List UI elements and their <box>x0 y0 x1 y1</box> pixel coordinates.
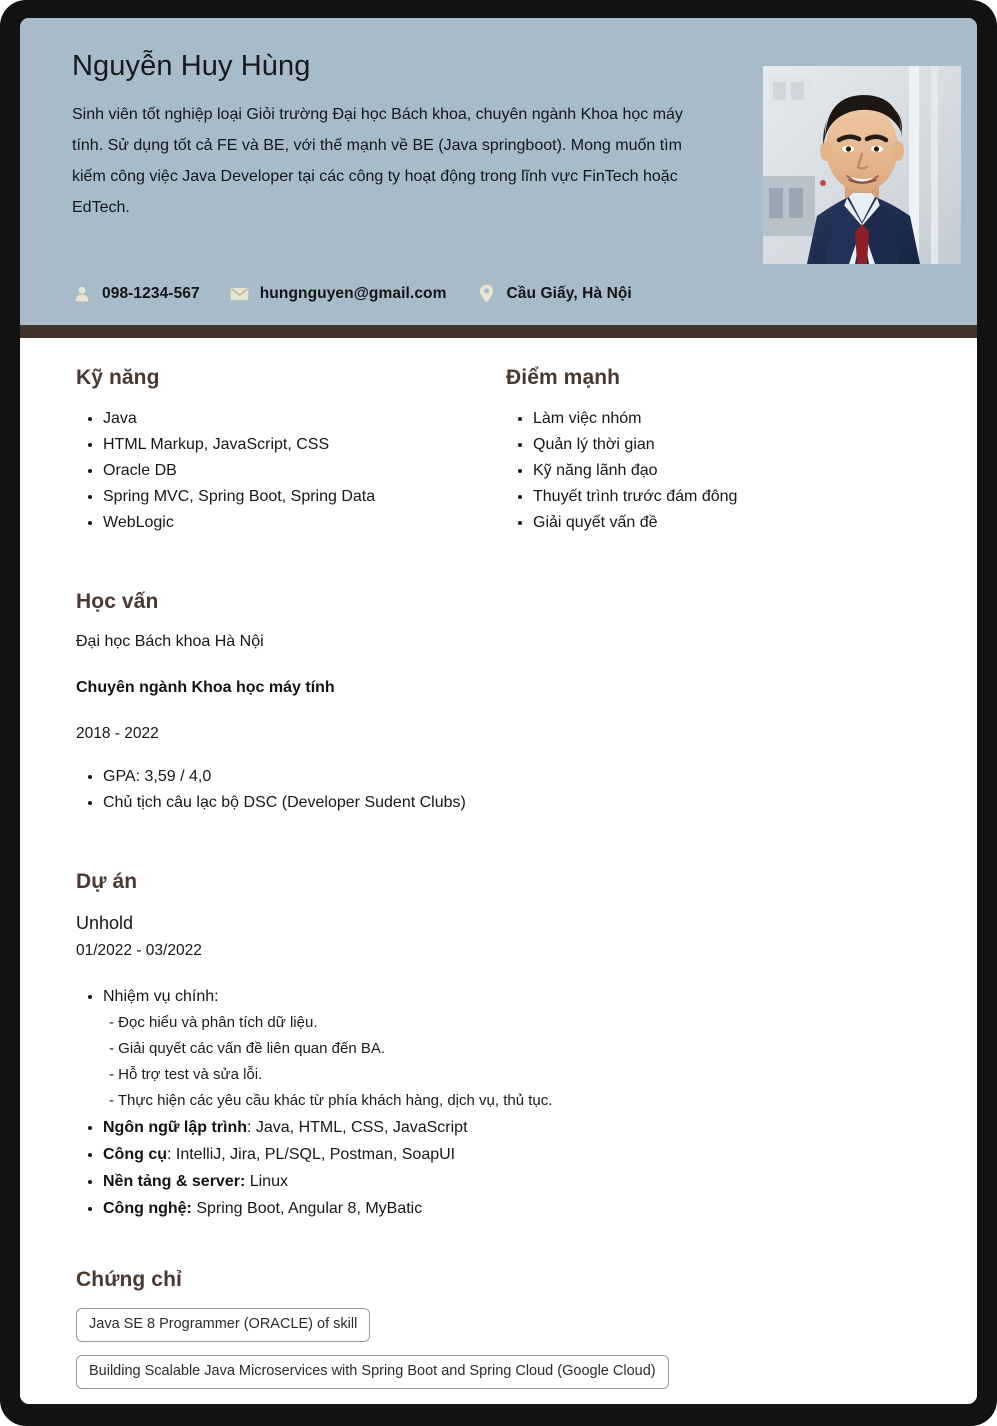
contact-location-value: Cầu Giấy, Hà Nội <box>506 284 632 302</box>
candidate-name: Nguyễn Huy Hùng <box>72 50 311 82</box>
list-item-tasks <box>103 983 921 1114</box>
profile-photo-graphic <box>763 66 961 264</box>
person-icon <box>72 284 91 303</box>
strengths-title: Điểm mạnh <box>506 366 621 389</box>
spacer <box>76 1222 921 1268</box>
detail-label: Ngôn ngữ lập trình <box>103 1119 248 1136</box>
project-details-list <box>76 983 921 1222</box>
education-school: Đại học Bách khoa Hà Nội <box>76 633 264 650</box>
detail-value: Linux <box>249 1173 288 1190</box>
detail-sep: : <box>247 1119 256 1136</box>
project-dates: 01/2022 - 03/2022 <box>76 942 202 959</box>
profile-photo <box>763 66 961 264</box>
detail-label: Nền tảng & server: <box>103 1173 246 1190</box>
education-years: 2018 - 2022 <box>76 725 159 742</box>
list-item: • Thuyết trình trước đám đông <box>533 484 921 509</box>
skills-list <box>76 406 506 535</box>
strengths-list <box>506 406 921 535</box>
skills-section <box>76 366 506 536</box>
detail-value: Spring Boot, Angular 8, MyBatic <box>196 1200 423 1217</box>
list-item: • Java <box>103 406 506 431</box>
strengths-section <box>506 366 921 536</box>
project-tasks-label: Nhiệm vụ chính: <box>103 988 219 1005</box>
list-item: • WebLogic <box>103 510 506 535</box>
skills-strengths-row <box>76 366 921 536</box>
education-title: Học vấn <box>76 590 159 613</box>
header-divider <box>20 325 977 338</box>
detail-value: Java, HTML, CSS, JavaScript <box>255 1119 468 1136</box>
certificates-title: Chứng chỉ <box>76 1268 182 1291</box>
detail-sep: : <box>167 1146 176 1163</box>
candidate-summary: Sinh viên tốt nghiệp loại Giỏi trường Đại học Bách khoa, chuyên ngành Khoa học máy tính. Sử dụng tốt cả FE và BE, với thế mạnh về BE (Java springboot). Mong muốn tìm kiếm công việc Java Developer tại các công ty hoạt động trong lĩnh vực FinTech hoặc EdTech. <box>72 106 683 217</box>
cv-sheet <box>20 18 977 1404</box>
certificate-row <box>76 1355 921 1402</box>
list-item: • GPA: 3,59 / 4,0 <box>103 764 921 789</box>
list-item: • HTML Markup, JavaScript, CSS <box>103 432 506 457</box>
list-item <box>103 1168 921 1195</box>
header-text-block <box>72 50 763 223</box>
list-item: • Giải quyết vấn đề <box>533 510 921 535</box>
header-inner <box>20 50 977 264</box>
certificate-chip[interactable]: Building Scalable Java Microservices with Spring Boot and Spring Cloud (Google Cloud) <box>76 1355 669 1389</box>
detail-label: Công cụ <box>103 1146 167 1163</box>
list-item: • Quản lý thời gian <box>533 432 921 457</box>
list-item: • Oracle DB <box>103 458 506 483</box>
contact-location[interactable] <box>477 284 632 303</box>
certificate-chip[interactable]: Java SE 8 Programmer (ORACLE) of skill <box>76 1308 370 1342</box>
envelope-icon <box>230 284 249 303</box>
location-pin-icon <box>477 284 496 303</box>
projects-section <box>76 870 921 1222</box>
list-item: • Kỹ năng lãnh đạo <box>533 458 921 483</box>
project-task-line: - Giải quyết các vấn đề liên quan đến BA. <box>109 1040 386 1057</box>
contact-row <box>20 264 977 325</box>
detail-label: Công nghệ: <box>103 1200 192 1217</box>
certificates-list <box>76 1308 921 1402</box>
skills-title: Kỹ năng <box>76 366 160 389</box>
cv-header <box>20 18 977 325</box>
contact-email[interactable] <box>230 284 447 303</box>
cv-body <box>20 338 977 1402</box>
contact-phone-value: 098-1234-567 <box>102 284 200 302</box>
project-name: Unhold <box>76 913 134 933</box>
project-task-line: - Đọc hiểu và phân tích dữ liệu. <box>109 1014 318 1031</box>
project-task-line: - Hỗ trợ test và sửa lỗi. <box>109 1066 263 1083</box>
list-item: • Chủ tịch câu lạc bộ DSC (Developer Sudent Clubs) <box>103 790 921 815</box>
projects-title: Dự án <box>76 870 138 893</box>
project-task-line: - Thực hiện các yêu cầu khác từ phía khách hàng, dịch vụ, thủ tục. <box>109 1092 553 1109</box>
list-item <box>103 1114 921 1141</box>
contact-email-value: hungnguyen@gmail.com <box>259 284 447 302</box>
education-major: Chuyên ngành Khoa học máy tính <box>76 679 335 696</box>
detail-value: IntelliJ, Jira, PL/SQL, Postman, SoapUI <box>175 1146 456 1163</box>
certificates-section <box>76 1268 921 1402</box>
list-item: • Spring MVC, Spring Boot, Spring Data <box>103 484 506 509</box>
contact-phone[interactable] <box>72 284 200 303</box>
spacer <box>76 536 921 590</box>
spacer <box>76 816 921 870</box>
certificate-row <box>76 1308 921 1355</box>
list-item <box>103 1141 921 1168</box>
education-highlights <box>76 764 921 815</box>
list-item <box>103 1195 921 1222</box>
education-section <box>76 590 921 815</box>
list-item: • Làm việc nhóm <box>533 406 921 431</box>
